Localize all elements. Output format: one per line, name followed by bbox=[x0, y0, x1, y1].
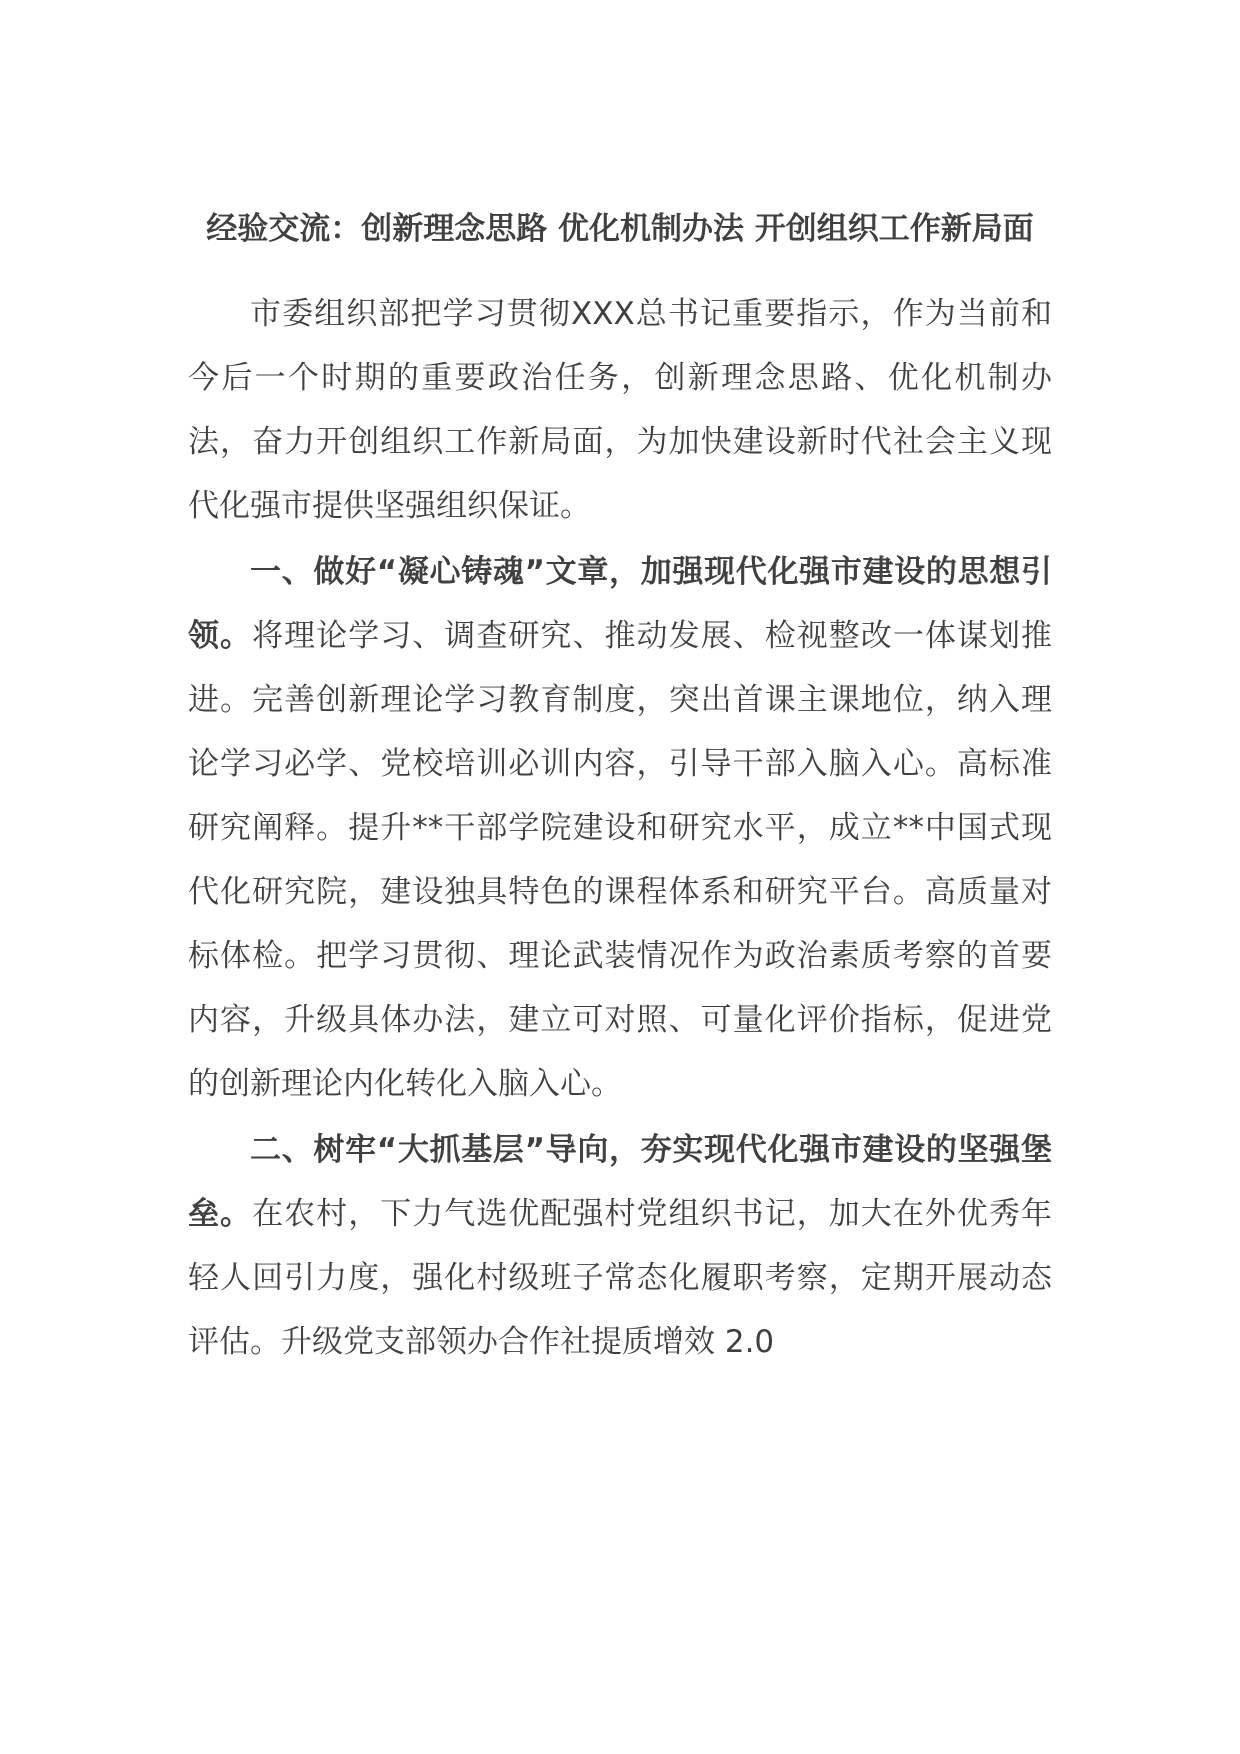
section-1-body: 将理论学习、调查研究、推动发展、检视整改一体谋划推进。完善创新理论学习教育制度，突出首课主课地位，纳入理论学习必学、党校培训必训内容，引导干部入脑入心。高标准研究阐释。提升**干部学院建设和研究水平，成立**中国式现代化研究院，建设独具特色的课程体系和研究平台。高质量对标体检。把学习贯彻、理论武装情况作为政治素质考察的首要内容，升级具体办法，建立可对照、可量化评价指标，促进党的创新理论内化转化入脑入心。 bbox=[188, 618, 1052, 1102]
section-2-heading: 二、树牢“大抓基层”导向，夯实现代化强市建设的坚强堡垒。 bbox=[188, 1132, 1052, 1232]
section-2-body: 在农村，下力气选优配强村党组织书记，加大在外优秀年轻人回引力度，强化村级班子常态化履职考察，定期开展动态评估。升级党支部领办合作社提质增效 2.0 bbox=[188, 1196, 1052, 1360]
section-1-heading: 一、做好“凝心铸魂”文章，加强现代化强市建设的思想引领。 bbox=[188, 554, 1052, 654]
section-2-paragraph bbox=[188, 1118, 1052, 1374]
section-1-paragraph bbox=[188, 540, 1052, 1116]
document-body bbox=[188, 196, 1052, 1376]
document-title: 经验交流：创新理念思路 优化机制办法 开创组织工作新局面 bbox=[206, 211, 1034, 247]
intro-paragraph: 市委组织部把学习贯彻XXX总书记重要指示，作为当前和今后一个时期的重要政治任务，创新理念思路、优化机制办法，奋力开创组织工作新局面，为加快建设新时代社会主义现代化强市提供坚强组织保证。 bbox=[188, 296, 1052, 524]
